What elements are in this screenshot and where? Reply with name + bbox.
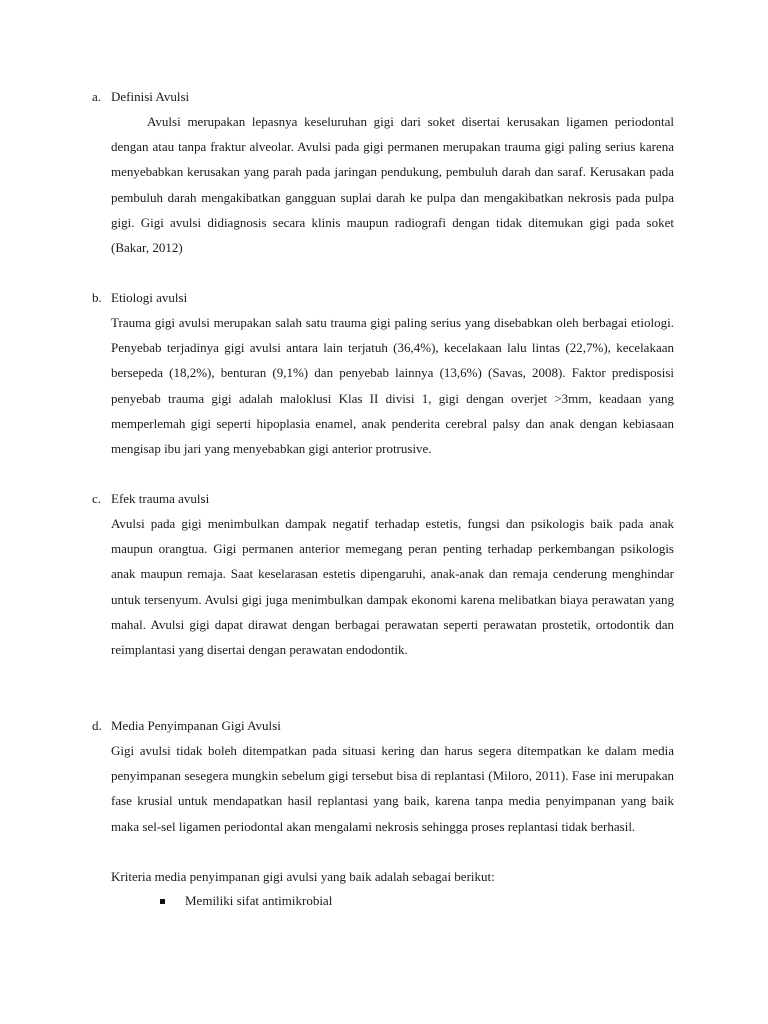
bullet-item-text: Memiliki sifat antimikrobial — [185, 893, 333, 908]
section-b-marker: b. — [92, 290, 102, 305]
section-a-title: Definisi Avulsi — [111, 89, 190, 104]
square-bullet-icon — [160, 899, 165, 904]
section-c-marker: c. — [92, 491, 102, 506]
section-c-title: Efek trauma avulsi — [111, 491, 210, 506]
section-d-marker: d. — [92, 718, 102, 733]
section-a-heading — [92, 88, 189, 106]
section-a-marker: a. — [92, 89, 102, 104]
section-d-title: Media Penyimpanan Gigi Avulsi — [111, 718, 281, 733]
section-b-paragraph: Trauma gigi avulsi merupakan salah satu trauma gigi paling serius yang disebabkan oleh berbagai etiologi. Penyebab terjadinya gigi avulsi antara lain terjatuh (36,4%), kecelakaan lalu lintas (22,7%), kecelakaan bersepeda (18,2%), benturan (9,1%) dan penyebab lainnya (13,6%) (Savas, 2008). Faktor predisposisi penyebab trauma gigi adalah maloklusi Klas II divisi 1, gigi dengan overjet >3mm, keadaan yang memperlemah gigi seperti hipoplasia enamel, anak penderita cerebral palsy dan anak dengan kebiasaan mengisap ibu jari yang menyebabkan gigi anterior protrusive. — [111, 315, 674, 457]
section-c-heading — [92, 490, 209, 508]
section-a-paragraph: Avulsi merupakan lepasnya keseluruhan gigi dari soket disertai kerusakan ligamen periodontal dengan atau tanpa fraktur alveolar. Avulsi pada gigi permanen merupakan trauma gigi paling serius karena menyebabkan kerusakan yang parah pada jaringan pendukung, pembuluh darah dan saraf. Kerusakan pada pembuluh darah mengakibatkan gangguan suplai darah ke pulpa dan mengakibatkan nekrosis pada pulpa gigi. Gigi avulsi didiagnosis secara klinis maupun radiografi dengan tidak ditemukan gigi pada soket (Bakar, 2012) — [111, 114, 674, 256]
section-d-criteria-intro: Kriteria media penyimpanan gigi avulsi yang baik adalah sebagai berikut: — [111, 869, 495, 884]
bullet-item — [160, 892, 332, 910]
section-b-title: Etiologi avulsi — [111, 290, 188, 305]
section-d-paragraph: Gigi avulsi tidak boleh ditempatkan pada situasi kering dan harus segera ditempatkan ke dalam media penyimpanan sesegera mungkin sebelum gigi tersebut bisa di replantasi (Miloro, 2011). Fase ini merupakan fase krusial untuk mendapatkan hasil replantasi yang baik, karena tanpa media penyimpanan yang baik maka sel-sel ligamen periodontal akan mengalami nekrosis sehingga proses replantasi tidak berhasil. — [111, 743, 674, 834]
section-b-heading — [92, 289, 187, 307]
section-d-heading — [92, 717, 281, 735]
section-c-paragraph: Avulsi pada gigi menimbulkan dampak negatif terhadap estetis, fungsi dan psikologis baik pada anak maupun orangtua. Gigi permanen anterior memegang peran penting terhadap perkembangan psikologis anak maupun remaja. Saat keselarasan estetis dipengaruhi, anak-anak dan remaja cenderung menghindar untuk tersenyum. Avulsi gigi juga menimbulkan dampak ekonomi karena melibatkan biaya perawatan yang mahal. Avulsi gigi dapat dirawat dengan berbagai perawatan seperti perawatan prostetik, ortodontik dan reimplantasi yang disertai dengan perawatan endodontik. — [111, 516, 674, 658]
